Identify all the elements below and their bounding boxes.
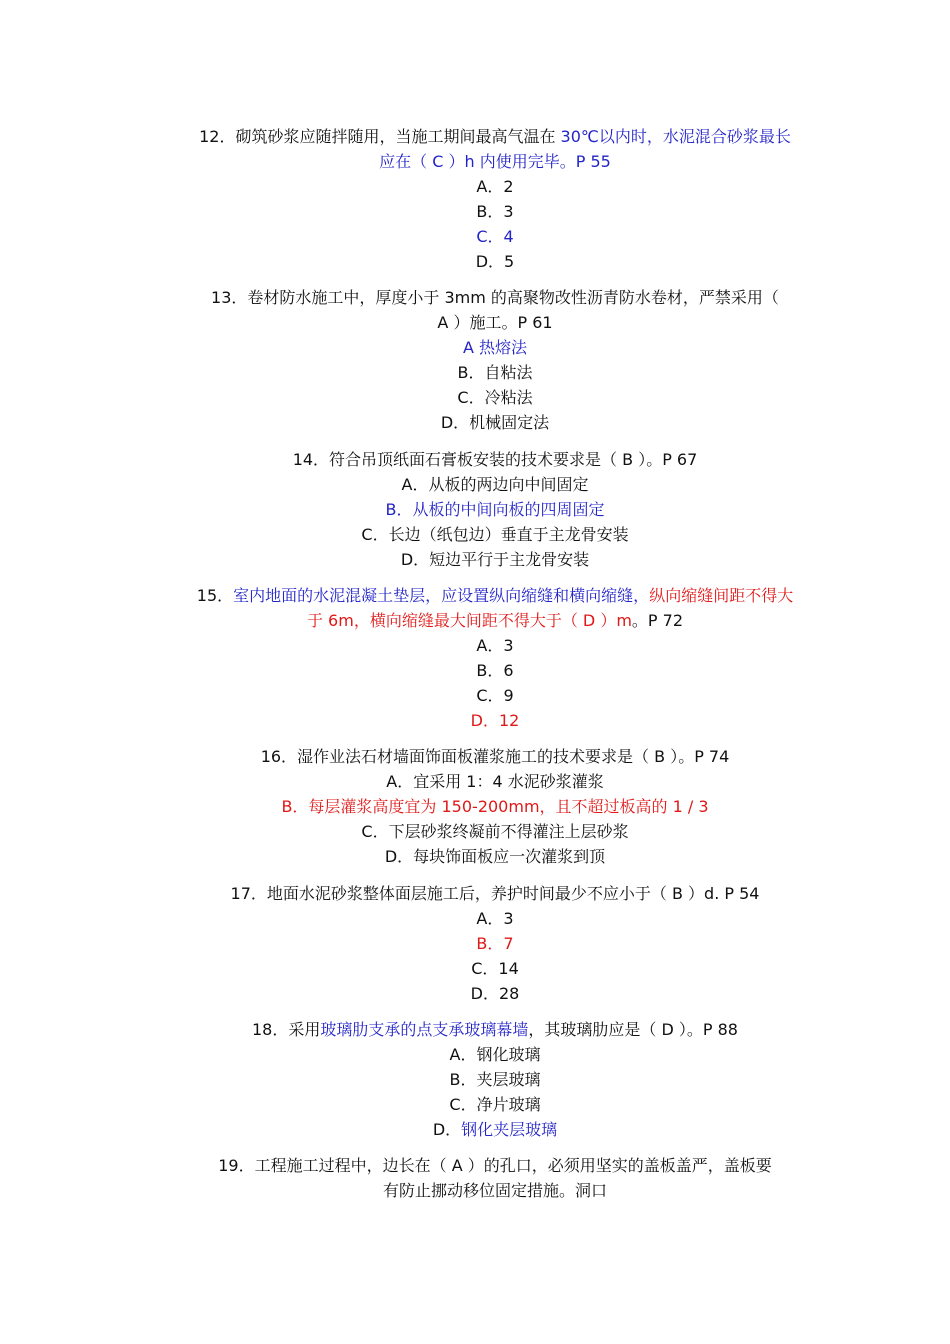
- question-16: [170, 744, 820, 869]
- question-stem-continued: 有防止挪动移位固定措施。洞口: [382, 1181, 607, 1200]
- option-d: D．28: [470, 984, 520, 1003]
- question-stem-continued: 应在（ C ）h 内使用完毕。P 55: [379, 152, 611, 171]
- option-d: D．5: [475, 252, 515, 271]
- option-b: B．每层灌浆高度宜为 150-200mm，且不超过板高的 1 / 3: [281, 797, 709, 816]
- option-a: A．钢化玻璃: [449, 1045, 541, 1064]
- option-b: B．自粘法: [457, 363, 533, 382]
- option-b: B．3: [476, 202, 514, 221]
- option-c: C．冷粘法: [457, 388, 533, 407]
- question-stem: 13．卷材防水施工中，厚度小于 3mm 的高聚物改性沥青防水卷材，严禁采用（: [211, 288, 779, 307]
- question-18: [170, 1017, 820, 1142]
- option-b: B．6: [476, 661, 514, 680]
- question-stem: 16．湿作业法石材墙面饰面板灌浆施工的技术要求是（ B ）。P 74: [260, 747, 730, 766]
- question-12: [170, 124, 820, 274]
- option-d: D．钢化夹层玻璃: [432, 1120, 558, 1139]
- option-c: C．9: [476, 686, 514, 705]
- question-stem: 18．采用玻璃肋支承的点支承玻璃幕墙，其玻璃肋应是（ D ）。P 88: [252, 1020, 738, 1039]
- option-c: C．下层砂浆终凝前不得灌注上层砂浆: [361, 822, 629, 841]
- question-13: [170, 285, 820, 435]
- question-stem-continued: A ）施工。P 61: [437, 313, 553, 332]
- question-stem-continued: 于 6m，横向缩缝最大间距不得大于（ D ）m。P 72: [306, 611, 684, 630]
- question-15: [170, 583, 820, 733]
- question-17: [170, 881, 820, 1006]
- option-d: D．12: [470, 711, 520, 730]
- option-b: B．从板的中间向板的四周固定: [385, 500, 605, 519]
- question-stem: 19．工程施工过程中，边长在（ A ）的孔口，必须用坚实的盖板盖严，盖板要: [218, 1156, 772, 1175]
- option-a: A．3: [476, 636, 514, 655]
- option-c: C．净片玻璃: [449, 1095, 541, 1114]
- question-19: [170, 1153, 820, 1203]
- option-c: C．4: [476, 227, 514, 246]
- option-a: A．3: [476, 909, 514, 928]
- option-b: B．7: [476, 934, 514, 953]
- question-stem: 14．符合吊顶纸面石膏板安装的技术要求是（ B ）。P 67: [292, 450, 698, 469]
- option-b: B．夹层玻璃: [449, 1070, 541, 1089]
- option-a: A 热熔法: [462, 338, 528, 357]
- option-a: A．宜采用 1：4 水泥砂浆灌浆: [386, 772, 604, 791]
- question-14: [170, 447, 820, 572]
- question-stem: 12．砌筑砂浆应随拌随用，当施工期间最高气温在 30℃以内时，水泥混合砂浆最长: [199, 127, 791, 146]
- option-d: D．短边平行于主龙骨安装: [400, 550, 590, 569]
- option-d: D．机械固定法: [440, 413, 550, 432]
- question-stem: 17．地面水泥砂浆整体面层施工后，养护时间最少不应小于（ B ）d. P 54: [230, 884, 760, 903]
- option-d: D．每块饰面板应一次灌浆到顶: [384, 847, 606, 866]
- option-c: C．长边（纸包边）垂直于主龙骨安装: [361, 525, 629, 544]
- option-a: A．2: [476, 177, 514, 196]
- question-stem: 15．室内地面的水泥混凝土垫层，应设置纵向缩缝和横向缩缝，纵向缩缝间距不得大: [196, 586, 794, 605]
- option-a: A．从板的两边向中间固定: [401, 475, 589, 494]
- option-c: C．14: [471, 959, 519, 978]
